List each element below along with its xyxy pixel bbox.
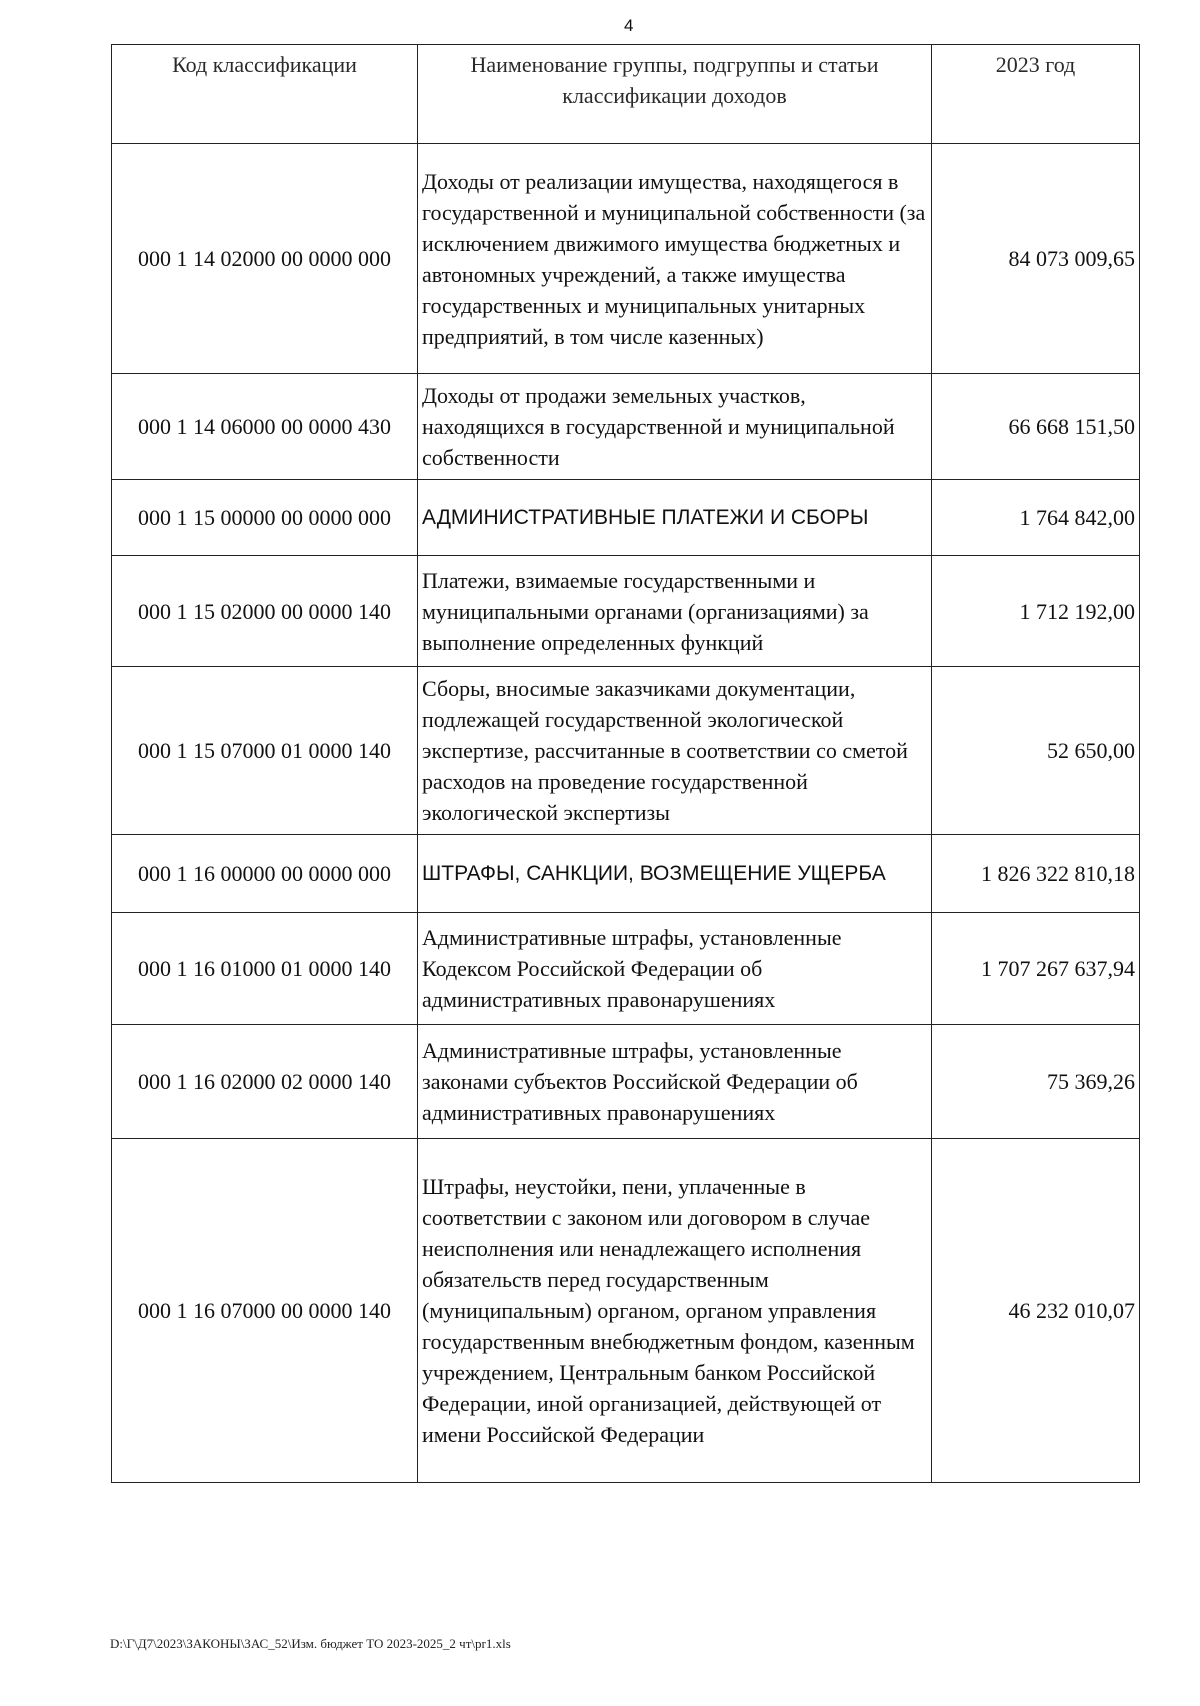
row-name: Платежи, взимаемые государственными и муниципальными органами (организациями) за выполнение определенных функций xyxy=(418,556,932,667)
revenue-classification-table xyxy=(111,44,1140,1483)
row-name: Штрафы, неустойки, пени, уплаченные в соответствии с законом или договором в случае неисполнения или ненадлежащего исполнения обязательств перед государственным (муниципальным) органом, органом управления государственным внебюджетным фондом, казенным учреждением, Центральным банком Российской Федерации, иной организацией, действующей от имени Российской Федерации xyxy=(418,1139,932,1483)
row-amount: 84 073 009,65 xyxy=(932,144,1140,374)
row-amount: 75 369,26 xyxy=(932,1025,1140,1139)
row-name: Административные штрафы, установленные Кодексом Российской Федерации об административных правонарушениях xyxy=(418,913,932,1025)
row-code: 000 1 16 00000 00 0000 000 xyxy=(112,835,418,913)
table-row xyxy=(112,556,1140,667)
row-code: 000 1 15 00000 00 0000 000 xyxy=(112,480,418,556)
row-amount: 1 712 192,00 xyxy=(932,556,1140,667)
row-amount: 1 826 322 810,18 xyxy=(932,835,1140,913)
table-row xyxy=(112,144,1140,374)
file-path-footer: D:\Г\Д7\2023\ЗАКОНЫ\ЗАС_52\Изм. бюджет ТО 2023-2025_2 чт\pr1.xls xyxy=(110,1636,511,1651)
row-amount: 46 232 010,07 xyxy=(932,1139,1140,1483)
table-row xyxy=(112,374,1140,480)
table-row xyxy=(112,1025,1140,1139)
row-name: Административные штрафы, установленные законами субъектов Российской Федерации об административных правонарушениях xyxy=(418,1025,932,1139)
table-row xyxy=(112,480,1140,556)
row-code: 000 1 15 02000 00 0000 140 xyxy=(112,556,418,667)
table-row xyxy=(112,1139,1140,1483)
header-amount: 2023 год xyxy=(932,45,1140,144)
row-code: 000 1 14 02000 00 0000 000 xyxy=(112,144,418,374)
table-row xyxy=(112,913,1140,1025)
row-code: 000 1 14 06000 00 0000 430 xyxy=(112,374,418,480)
row-name: Доходы от реализации имущества, находящегося в государственной и муниципальной собственности (за исключением движимого имущества бюджетных и автономных учреждений, а также имущества государственных и муниципальных унитарных предприятий, в том числе казенных) xyxy=(418,144,932,374)
row-code: 000 1 16 07000 00 0000 140 xyxy=(112,1139,418,1483)
row-name: Сборы, вносимые заказчиками документации, подлежащей государственной экологической экспертизе, рассчитанные в соответствии со сметой расходов на проведение государственной экологической экспертизы xyxy=(418,667,932,835)
row-amount: 1 707 267 637,94 xyxy=(932,913,1140,1025)
row-name: Доходы от продажи земельных участков, находящихся в государственной и муниципальной собственности xyxy=(418,374,932,480)
table-header-row xyxy=(112,45,1140,144)
row-amount: 52 650,00 xyxy=(932,667,1140,835)
header-code: Код классификации xyxy=(112,45,418,144)
row-amount: 66 668 151,50 xyxy=(932,374,1140,480)
row-name: АДМИНИСТРАТИВНЫЕ ПЛАТЕЖИ И СБОРЫ xyxy=(418,480,932,556)
row-code: 000 1 16 01000 01 0000 140 xyxy=(112,913,418,1025)
row-name: ШТРАФЫ, САНКЦИИ, ВОЗМЕЩЕНИЕ УЩЕРБА xyxy=(418,835,932,913)
row-code: 000 1 15 07000 01 0000 140 xyxy=(112,667,418,835)
header-name: Наименование группы, подгруппы и статьи классификации доходов xyxy=(418,45,932,144)
page-number: 4 xyxy=(624,16,634,35)
row-code: 000 1 16 02000 02 0000 140 xyxy=(112,1025,418,1139)
row-amount: 1 764 842,00 xyxy=(932,480,1140,556)
table-row xyxy=(112,835,1140,913)
table-row xyxy=(112,667,1140,835)
